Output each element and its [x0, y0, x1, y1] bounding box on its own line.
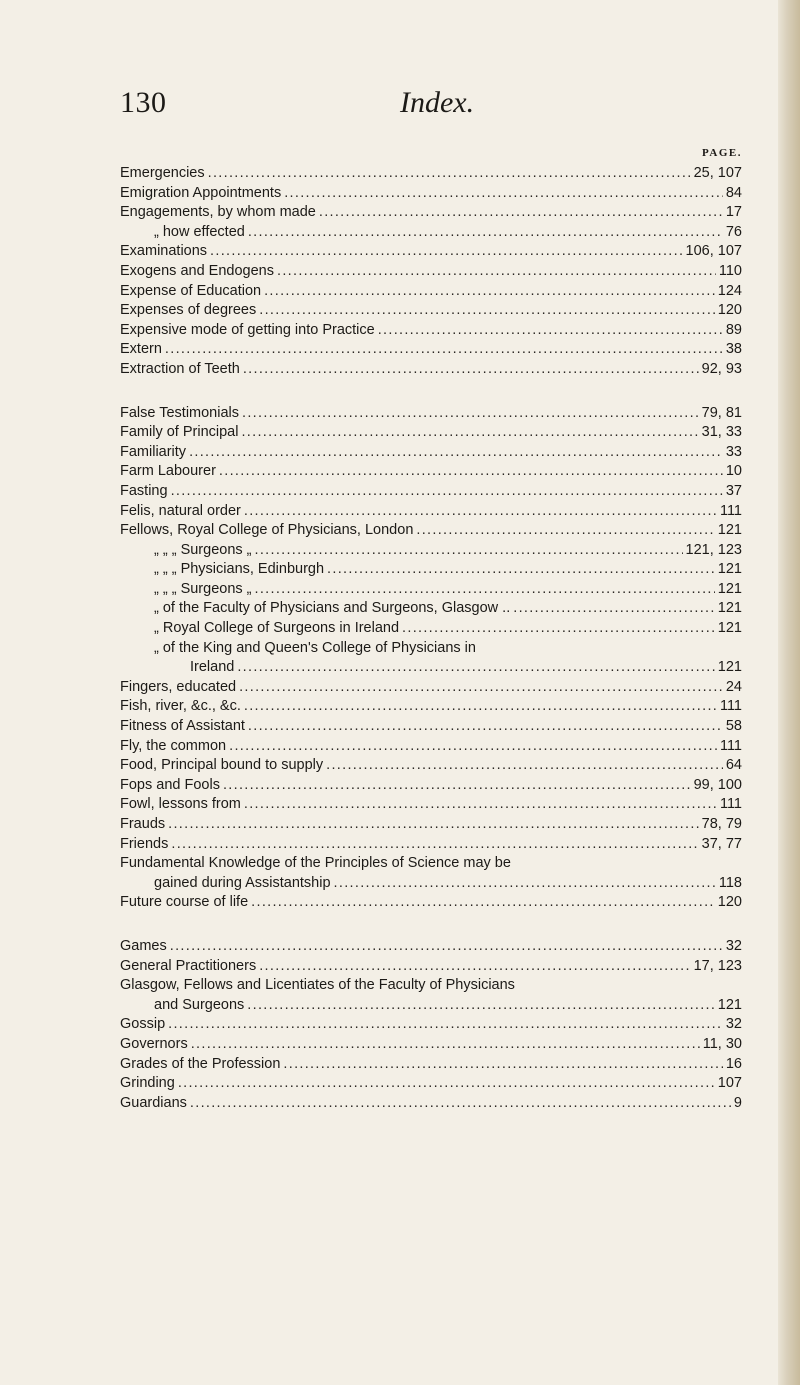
index-entry — [120, 301, 742, 321]
leader-dots — [264, 282, 715, 302]
index-entry — [120, 776, 742, 796]
index-entry — [120, 658, 742, 678]
entry-pages: 121 — [717, 620, 742, 637]
entry-label: „ „ „ Surgeons „ — [154, 541, 252, 558]
index-entry — [120, 1055, 742, 1075]
entry-pages: 121 — [717, 580, 742, 597]
leader-dots — [171, 482, 723, 502]
entry-pages: 37 — [725, 482, 742, 499]
leader-dots — [239, 678, 723, 698]
index-entry — [120, 184, 742, 204]
leader-dots — [244, 795, 717, 815]
leader-dots — [170, 937, 723, 957]
entry-pages: 111 — [719, 502, 742, 519]
index-entry — [120, 976, 742, 996]
entry-pages: 121 — [717, 659, 742, 676]
leader-dots — [334, 874, 716, 894]
leader-dots — [223, 776, 691, 796]
index-entry — [120, 756, 742, 776]
index-entry — [120, 443, 742, 463]
leader-dots — [248, 223, 723, 243]
leader-dots — [283, 1055, 722, 1075]
entry-label: Fops and Fools — [120, 776, 220, 793]
leader-dots — [416, 521, 714, 541]
leader-dots — [219, 462, 723, 482]
index-entry — [120, 404, 742, 424]
entry-label: Glasgow, Fellows and Licentiates of the Faculty of Physicians — [120, 977, 515, 994]
index-group-g — [120, 937, 742, 1113]
index-entry — [120, 937, 742, 957]
index-entry — [120, 996, 742, 1016]
leader-dots — [190, 1094, 731, 1114]
page-number: 130 — [120, 86, 167, 119]
entry-pages: 111 — [719, 796, 742, 813]
entry-label: „ how effected — [154, 223, 245, 240]
entry-label: Farm Labourer — [120, 463, 216, 480]
entry-pages: 64 — [725, 757, 742, 774]
entry-label: Family of Principal — [120, 424, 239, 441]
entry-pages: 32 — [725, 1016, 742, 1033]
entry-pages: 11, 30 — [702, 1035, 742, 1052]
running-title: Index. — [400, 86, 475, 119]
entry-pages: 106, 107 — [685, 243, 742, 260]
index-entry — [120, 340, 742, 360]
entry-label: Expenses of degrees — [120, 302, 257, 319]
leader-dots — [259, 301, 715, 321]
index-group-f — [120, 404, 742, 913]
index-entry — [120, 795, 742, 815]
leader-dots — [326, 756, 723, 776]
leader-dots — [244, 697, 717, 717]
entry-label: Engagements, by whom made — [120, 204, 316, 221]
index-entry — [120, 893, 742, 913]
entry-pages: 78, 79 — [701, 816, 742, 832]
entry-label: gained during Assistantship — [154, 874, 331, 891]
entry-label: Emigration Appointments — [120, 184, 282, 201]
index-entry — [120, 360, 742, 380]
index-entry — [120, 678, 742, 698]
index-entry — [120, 423, 742, 443]
index-group-e — [120, 164, 742, 380]
index-entry — [120, 203, 742, 223]
leader-dots — [208, 164, 691, 184]
index-entry — [120, 619, 742, 639]
entry-label: Fellows, Royal College of Physicians, London — [120, 522, 414, 539]
entry-label: Food, Principal bound to supply — [120, 757, 324, 774]
entry-pages: 9 — [733, 1094, 742, 1111]
entry-pages: 120 — [717, 894, 742, 911]
entry-label: Exogens and Endogens — [120, 262, 274, 279]
leader-dots — [168, 815, 699, 835]
entry-label: Future course of life — [120, 894, 249, 911]
entry-label: Emergencies — [120, 165, 205, 181]
entry-pages: 89 — [725, 321, 742, 338]
entry-pages: 25, 107 — [693, 165, 742, 181]
index-entry — [120, 541, 742, 561]
leader-dots — [171, 835, 698, 855]
entry-label: Games — [120, 937, 167, 954]
running-header — [120, 86, 740, 126]
index-entry — [120, 639, 742, 659]
index-entry — [120, 1094, 742, 1114]
entry-label: General Practitioners — [120, 957, 257, 974]
leader-dots — [402, 619, 715, 639]
leader-dots — [229, 737, 717, 757]
entry-pages: 92, 93 — [701, 360, 742, 377]
entry-label: Gossip — [120, 1016, 166, 1033]
entry-pages: 111 — [719, 737, 742, 754]
leader-dots — [241, 423, 698, 443]
leader-dots — [255, 541, 683, 561]
entry-label: „ „ „ Physicians, Edinburgh — [154, 561, 325, 578]
leader-dots — [259, 957, 690, 977]
leader-dots — [378, 321, 723, 341]
entry-pages: 120 — [717, 302, 742, 319]
index-entry — [120, 482, 742, 502]
entry-pages: 99, 100 — [693, 776, 742, 793]
index-entry — [120, 737, 742, 757]
index-entry — [120, 560, 742, 580]
entry-label: Guardians — [120, 1094, 187, 1111]
entry-label: Friends — [120, 835, 169, 852]
leader-dots — [248, 717, 723, 737]
index-entry — [120, 835, 742, 855]
leader-dots — [210, 242, 683, 262]
leader-dots — [255, 580, 715, 600]
entry-label: „ Royal College of Surgeons in Ireland — [154, 620, 400, 637]
entry-label: Grades of the Profession — [120, 1055, 281, 1072]
entry-pages: 107 — [717, 1075, 742, 1092]
index-entry — [120, 262, 742, 282]
leader-dots — [191, 1035, 700, 1055]
entry-pages: 17, 123 — [693, 957, 742, 974]
entry-pages: 17 — [725, 204, 742, 221]
entry-label: Fingers, educated — [120, 678, 237, 695]
entry-label: Extern — [120, 341, 162, 358]
index-entry — [120, 282, 742, 302]
entry-label: Fish, river, &c., &c. — [120, 698, 241, 715]
index-entry — [120, 223, 742, 243]
index-entry — [120, 502, 742, 522]
entry-pages: 110 — [718, 262, 742, 279]
index-entry — [120, 599, 742, 619]
entry-pages: 121 — [717, 561, 742, 578]
index-entry — [120, 957, 742, 977]
leader-dots — [237, 658, 714, 678]
entry-label: Frauds — [120, 816, 166, 832]
leader-dots — [178, 1074, 715, 1094]
leader-dots — [247, 996, 715, 1016]
entry-pages: 111 — [719, 698, 742, 715]
entry-label: „ of the Faculty of Physicians and Surgeons, Glasgow .. — [154, 600, 511, 617]
leader-dots — [165, 340, 723, 360]
leader-dots — [243, 360, 699, 380]
entry-pages: 124 — [717, 282, 742, 299]
entry-label: Fly, the common — [120, 737, 227, 754]
leader-dots — [319, 203, 723, 223]
entry-pages: 79, 81 — [701, 404, 742, 421]
index-entry — [120, 580, 742, 600]
entry-pages: 84 — [725, 184, 742, 201]
entry-pages: 32 — [725, 937, 742, 954]
entry-pages: 24 — [725, 678, 742, 695]
leader-dots — [327, 560, 715, 580]
index-entry — [120, 697, 742, 717]
index-entry — [120, 242, 742, 262]
entry-label: „ „ „ Surgeons „ — [154, 580, 252, 597]
leader-dots — [251, 893, 715, 913]
entry-label: Fundamental Knowledge of the Principles of Science may be — [120, 855, 511, 872]
entry-label: Grinding — [120, 1075, 175, 1092]
entry-label: Felis, natural order — [120, 502, 241, 519]
entry-pages: 121 — [717, 600, 742, 617]
entry-label: Expensive mode of getting into Practice — [120, 321, 375, 338]
index-entry — [120, 1035, 742, 1055]
entry-label: Expense of Education — [120, 282, 262, 299]
entry-pages: 76 — [725, 223, 742, 240]
entry-label: and Surgeons — [154, 996, 245, 1013]
index-entry — [120, 164, 742, 184]
entry-label: „ of the King and Queen's College of Physicians in — [154, 639, 476, 656]
index-entry — [120, 462, 742, 482]
entry-pages: 121, 123 — [685, 541, 742, 558]
page-column-label: PAGE. — [702, 147, 742, 159]
leader-dots — [277, 262, 716, 282]
entry-label: Examinations — [120, 243, 208, 260]
index-entry — [120, 1074, 742, 1094]
entry-pages: 38 — [725, 341, 742, 358]
entry-pages: 16 — [725, 1055, 742, 1072]
index-entry — [120, 815, 742, 835]
entry-label: Fowl, lessons from — [120, 796, 241, 813]
leader-dots — [284, 184, 723, 204]
leader-dots — [168, 1015, 723, 1035]
leader-dots — [242, 404, 699, 424]
index-list — [120, 164, 742, 1137]
index-entry — [120, 717, 742, 737]
entry-pages: 33 — [725, 443, 742, 460]
index-entry — [120, 521, 742, 541]
entry-pages: 10 — [725, 463, 742, 480]
entry-pages: 121 — [717, 522, 742, 539]
leader-dots — [513, 599, 715, 619]
entry-label: Fasting — [120, 482, 168, 499]
entry-label: Extraction of Teeth — [120, 360, 240, 377]
index-entry — [120, 874, 742, 894]
index-entry — [120, 1015, 742, 1035]
page-edge-shadow — [778, 0, 800, 1385]
entry-label: Ireland — [190, 659, 235, 676]
entry-pages: 121 — [717, 996, 742, 1013]
index-entry — [120, 321, 742, 341]
entry-label: Governors — [120, 1035, 188, 1052]
entry-pages: 31, 33 — [701, 424, 742, 441]
leader-dots — [189, 443, 723, 463]
entry-pages: 118 — [718, 874, 742, 891]
entry-label: False Testimonials — [120, 404, 240, 421]
entry-label: Fitness of Assistant — [120, 718, 245, 735]
entry-label: Familiarity — [120, 443, 187, 460]
leader-dots — [244, 502, 717, 522]
index-entry — [120, 854, 742, 874]
entry-pages: 58 — [725, 718, 742, 735]
entry-pages: 37, 77 — [701, 835, 742, 852]
